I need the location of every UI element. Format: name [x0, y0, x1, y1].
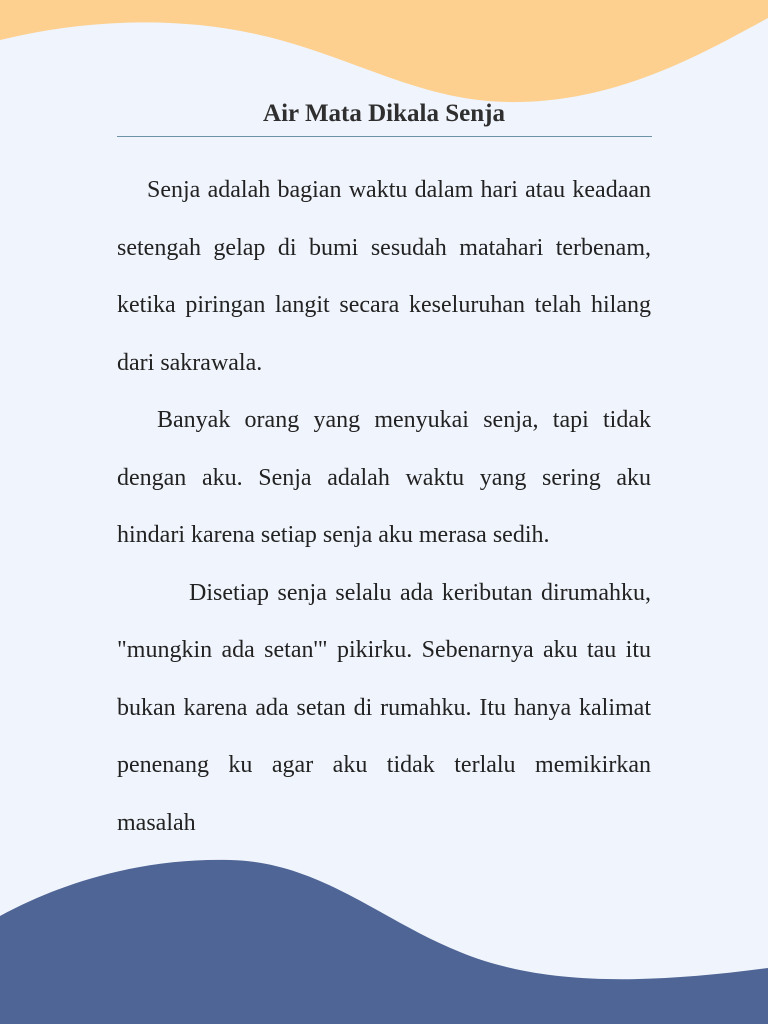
document-title: Air Mata Dikala Senja — [263, 100, 505, 127]
paragraph-1: Senja adalah bagian waktu dalam hari atau keadaan setengah gelap di bumi sesudah matahari terbenam, ketika piringan langit secara keseluruhan telah hilang dari sakrawala. — [117, 177, 651, 376]
paragraph-3: Disetiap senja selalu ada keributan dirumahku, "mungkin ada setan'" pikirku. Sebenarnya aku tau itu bukan karena ada setan di rumahku. Itu hanya kalimat penenang ku agar aku tidak terlalu memikirkan masalah — [117, 579, 651, 836]
document-body — [117, 162, 651, 852]
paragraph-2: Banyak orang yang menyukai senja, tapi tidak dengan aku. Senja adalah waktu yang sering aku hindari karena setiap senja aku merasa sedih. — [117, 407, 651, 548]
title-underline — [117, 136, 652, 137]
